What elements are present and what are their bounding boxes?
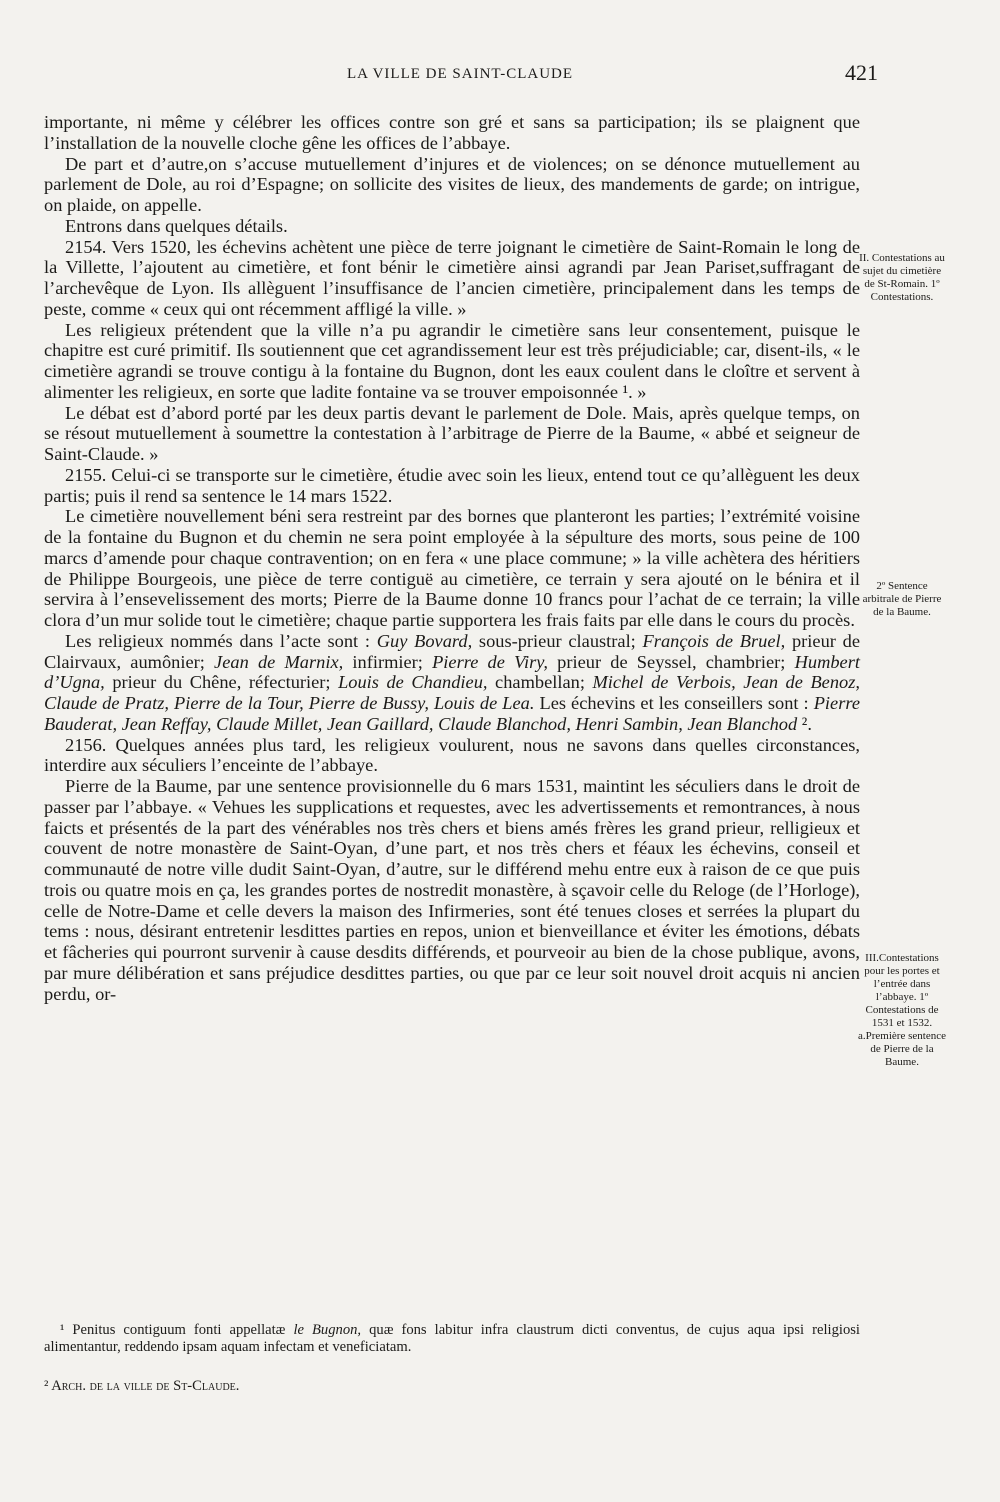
paragraph: Entrons dans quelques détails.: [65, 215, 288, 236]
paragraph: Les religieux prétendent que la ville n’a pu agrandir le cimetière sans leur consentement, puisque le chapitre est curé primitif. Ils soutiennent que cet agrandissement leur est très préjudiciable; car, disent-ils, « le cimetière agrandi se trouve contigu à la fontaine du Bugnon, dont les eaux coulent dans le cloître et servent à alimenter les religieux, en sorte que ladite fontaine va se trouver empoisonnée ¹. »: [44, 319, 860, 402]
paragraph: Pierre de la Baume, par une sentence provisionnelle du 6 mars 1531, maintint les séculiers dans le droit de passer par l’abbaye. « Vehues les supplications et requestes, avec les advertissements et remontrances, à nous faicts et présentés de la part des vénérables nos très chers et biens amés frères les grand prieur, relligieux et couvent de notre monastère de Saint-Oyan, d’une part, et nos très chers et féaux les échevins, conseil et communauté de notre ville dudit Saint-Oyan, d’autre, sur le différend mehu entre eux à raison de ce que puis trois ou quatre mois en ça, les grandes portes de nostredit monastère, à sçavoir celle du Reloge (de l’Horloge), celle de Notre-Dame et celle devers la maison des Infirmeries, sont été tenues closes et serrées la plupart du tems : nous, désirant entretenir lesdittes parties en repos, union et bienveillance et éviter les émotions, débats et fâcheries qui pourront survenir à cause desdits différends, et pourveoir au bien de la chose publique, avons, par mure délibération et sans préjudice desdittes parties, ou que par ce leur soit nouvel droit acquis ni ancien perdu, or-: [44, 776, 860, 1004]
text-run: quæ fons labitur infra claustrum dicti conventus, de cujus aqua ipsi religiosi alimentantur, reddendo ipsam aquam infectam et veneficiatam.: [44, 1322, 860, 1355]
text-run: chambellan;: [487, 672, 593, 693]
margin-note: 2º Sentence arbitrale de Pierre de la Baume.: [862, 580, 942, 618]
person-name: Louis de Chandieu,: [338, 672, 488, 693]
footnote-1: [44, 1322, 860, 1356]
text-run: ¹ Penitus contiguum fonti appellatæ: [60, 1322, 294, 1338]
text-run: sous-prieur claustral;: [472, 630, 643, 651]
person-names: Michel de Verbois, Jean de Benoz, Claude de Pratz, Pierre de la Tour, Pierre de Bussy, Louis de Lea.: [44, 672, 860, 713]
text-run: Les échevins et les conseillers sont :: [534, 693, 814, 713]
paragraph: Le débat est d’abord porté par les deux partis devant le parlement de Dole. Mais, après quelque temps, on se résout mutuellement à soumettre la contestation à l’arbitrage de Pierre de la Baume, « abbé et seigneur de Saint-Claude. »: [44, 402, 860, 464]
running-title: LA VILLE DE SAINT-CLAUDE: [346, 66, 574, 82]
text-run: le Bugnon,: [293, 1322, 362, 1338]
person-name: François de Bruel,: [642, 630, 786, 651]
text-run: ².: [797, 713, 812, 734]
paragraph: importante, ni même y célébrer les offices contre son gré et sans sa participation; ils se plaignent que l’installation de la nouvelle cloche gêne les offices de l’abbaye.: [44, 112, 860, 153]
main-text: [44, 112, 860, 1004]
person-name: Pierre de Viry,: [432, 651, 548, 672]
person-name: Humbert d’Ugna,: [44, 651, 860, 693]
paragraph-2156: 2156. Quelques années plus tard, les religieux voulurent, nous ne savons dans quelles circonstances, interdire aux séculiers l’enceinte de l’abbaye.: [44, 734, 860, 776]
margin-note: II. Contestations au sujet du cimetière de St-Romain. 1º Contestations.: [859, 252, 945, 303]
paragraph: De part et d’autre,on s’accuse mutuellement d’injures et de violences; on se dénonce mutuellement au parlement de Dole, au roi d’Espagne; on sollicite des visites de lieux, des mandements de garde; on intrigue, on plaide, on appelle.: [44, 153, 860, 215]
text-run: prieur de Clairvaux, aumônier;: [44, 630, 861, 672]
margin-note: III.Contestations pour les portes et l’entrée dans l’abbaye. 1º Contestations de 1531 et 1532. a.Première sentence de Pierre de la Baume.: [858, 952, 946, 1068]
person-name: Guy Bovard,: [376, 630, 473, 651]
names-paragraph: [44, 631, 860, 735]
footnotes: [44, 1322, 860, 1356]
paragraph-2155: 2155. Celui-ci se transporte sur le cimetière, étudie avec soin les lieux, entend tout ce qu’allèguent les deux partis; puis il rend sa sentence le 14 mars 1522.: [44, 464, 860, 506]
footnote-2: ² Arch. de la ville de St-Claude.: [44, 1378, 240, 1394]
text-run: infirmier;: [343, 651, 433, 672]
text-run: prieur de Seyssel, chambrier;: [547, 651, 795, 672]
paragraph-2154: 2154. Vers 1520, les échevins achètent une pièce de terre joignant le cimetière de Saint-Romain le long de la Villette, l’ajoutent au cimetière, et font bénir le cimetière ainsi agrandi par Jean Pariset,suffragant de l’archevêque de Lyon. Ils allèguent l’insuffisance de l’ancien cimetière, principalement dans les temps de peste, comme « ceux qui ont récemment affligé la ville. »: [44, 236, 860, 319]
page-header: [40, 62, 880, 88]
person-name: Jean de Marnix,: [214, 651, 344, 672]
paragraph: Le cimetière nouvellement béni sera restreint par des bornes que planteront les parties; l’extrémité voisine de la fontaine du Bugnon et du chemin ne sera point employée à la sépulture des morts, sous peine de 100 marcs d’amende pour chaque contravention; on en fera « une place commune; » la ville achètera des héritiers de Philippe Bourgeois, une pièce de terre contiguë au cimetière, ce terrain y sera ajouté on le bénira et il servira à l’ensevelissement des morts; Pierre de la Baume donne 10 francs pour l’achat de ce terrain; la ville clora d’un mur solide tout le cimetière; chaque partie supportera les frais faits par elle dans le cours du procès.: [44, 506, 860, 630]
person-names: Pierre Bauderat, Jean Reffay, Claude Millet, Jean Gaillard, Claude Blanchod, Henri Sambin, Jean Blanchod: [44, 693, 860, 734]
text-run: Les religieux nommés dans l’acte sont :: [65, 630, 377, 651]
page-number: 421: [845, 60, 878, 85]
text-run: prieur du Chêne, réfecturier;: [104, 672, 339, 693]
